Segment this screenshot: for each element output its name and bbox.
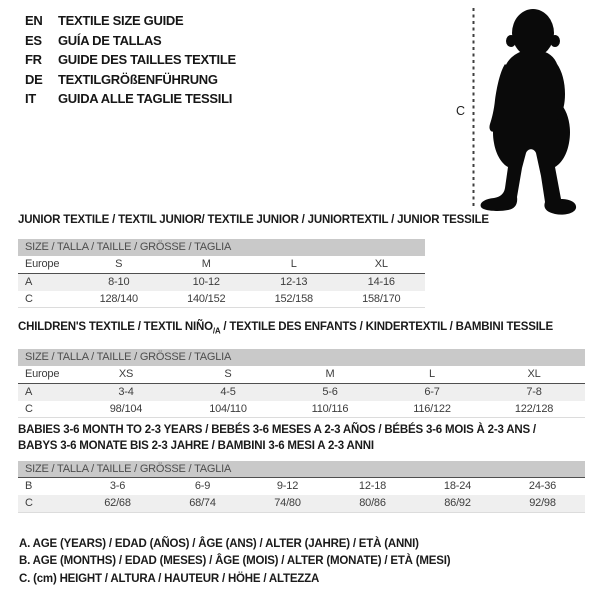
table-row	[18, 478, 585, 495]
language-title: TEXTILE SIZE GUIDE	[58, 13, 184, 29]
table-cell: 62/68	[75, 495, 160, 512]
table-cell: 18-24	[443, 480, 472, 493]
table-cell: 110/116	[279, 401, 381, 418]
language-title: GUÍA DE TALLAS	[58, 32, 162, 48]
table-cell: 8-10	[75, 273, 163, 290]
baby-silhouette	[481, 9, 577, 215]
language-title: GUIDA ALLE TAGLIE TESSILI	[58, 91, 233, 107]
table-row	[18, 291, 425, 308]
table-row	[18, 273, 425, 290]
babies-size-header-bar: SIZE / TALLA / TAILLE / GRÖSSE / TAGLIA	[18, 461, 585, 478]
table-cell: 116/122	[381, 401, 483, 418]
babies-size-table	[18, 461, 585, 513]
legend-notes	[19, 538, 450, 590]
language-row-es	[25, 31, 236, 51]
note-height-cm: C. (cm) HEIGHT / ALTURA / HAUTEUR / HÖHE / ALTEZZA	[19, 572, 320, 585]
table-cell: 86/92	[415, 495, 500, 512]
language-code: IT	[25, 91, 36, 107]
language-row-fr	[25, 50, 236, 70]
children-title-text: CHILDREN'S TEXTILE / TEXTIL NIÑO	[18, 321, 213, 333]
table-cell: 6-9	[194, 480, 211, 493]
height-measure-label: C	[456, 104, 466, 118]
table-cell: 140/152	[163, 291, 251, 308]
table-cell: 98/104	[75, 401, 177, 418]
children-section-title	[18, 319, 553, 339]
table-cell: 128/140	[75, 291, 163, 308]
note-age-years: A. AGE (YEARS) / EDAD (AÑOS) / ÂGE (ANS) / ALTER (JAHRE) / ETÀ (ANNI)	[19, 538, 419, 550]
table-cell: 5-6	[279, 383, 381, 400]
table-row	[18, 401, 585, 418]
table-cell: 122/128	[483, 401, 585, 418]
babies-title-line2: BABYS 3-6 MONATE BIS 2-3 JAHRE / BAMBINI 3-6 MESI A 2-3 ANNI	[18, 440, 374, 452]
table-row	[18, 383, 585, 400]
language-code: EN	[25, 13, 43, 29]
table-cell: M	[163, 256, 251, 273]
table-cell: S	[177, 366, 279, 383]
junior-section-title: JUNIOR TEXTILE / TEXTIL JUNIOR/ TEXTILE JUNIOR / JUNIORTEXTIL / JUNIOR TESSILE	[18, 214, 489, 226]
table-row	[18, 495, 585, 512]
table-cell: 24-36	[528, 480, 557, 493]
language-title-list	[25, 11, 236, 109]
table-cell: 92/98	[500, 495, 585, 512]
row-label: A	[18, 273, 75, 290]
table-row	[18, 366, 585, 383]
table-cell: L	[250, 256, 338, 273]
table-cell: 3-4	[75, 383, 177, 400]
children-title-subscript: /A	[212, 326, 221, 336]
children-size-header-bar: SIZE / TALLA / TAILLE / GRÖSSE / TAGLIA	[18, 349, 585, 366]
table-cell: XL	[338, 256, 426, 273]
table-cell: 80/86	[330, 495, 415, 512]
babies-section-title	[18, 422, 536, 454]
table-cell: 14-16	[338, 273, 426, 290]
table-row	[18, 256, 425, 273]
children-title-text: / TEXTILE DES ENFANTS / KINDERTEXTIL / BAMBINI TESSILE	[220, 321, 553, 333]
table-cell: 152/158	[250, 291, 338, 308]
language-row-it	[25, 89, 236, 109]
row-label: C	[18, 495, 75, 512]
language-row-de	[25, 70, 236, 90]
table-cell: M	[279, 366, 381, 383]
language-code: DE	[25, 71, 43, 87]
row-label: C	[18, 401, 75, 418]
row-label: B	[25, 480, 33, 493]
table-cell: 158/170	[338, 291, 426, 308]
table-cell: 7-8	[483, 383, 585, 400]
row-label: Europe	[18, 256, 75, 273]
table-cell: 104/110	[177, 401, 279, 418]
table-cell: 74/80	[245, 495, 330, 512]
table-cell: L	[381, 366, 483, 383]
junior-size-header-bar: SIZE / TALLA / TAILLE / GRÖSSE / TAGLIA	[18, 239, 425, 256]
table-cell: 12-13	[250, 273, 338, 290]
table-cell: S	[75, 256, 163, 273]
children-size-table	[18, 349, 585, 418]
table-cell: 9-12	[276, 480, 299, 493]
language-code: ES	[25, 32, 42, 48]
table-cell: 12-18	[358, 480, 387, 493]
language-title: TEXTILGRÖßENFÜHRUNG	[58, 71, 218, 87]
language-code: FR	[25, 52, 42, 68]
row-label: Europe	[18, 366, 75, 383]
table-cell: 10-12	[163, 273, 251, 290]
table-cell: 4-5	[177, 383, 279, 400]
junior-size-table	[18, 239, 425, 308]
table-cell: 68/74	[160, 495, 245, 512]
row-label: A	[18, 383, 75, 400]
table-cell: XS	[75, 366, 177, 383]
table-cell: 3-6	[109, 480, 126, 493]
note-age-months: B. AGE (MONTHS) / EDAD (MESES) / ÂGE (MOIS) / ALTER (MONATE) / ETÀ (MESI)	[19, 555, 451, 568]
language-title: GUIDE DES TAILLES TEXTILE	[58, 52, 236, 68]
baby-silhouette-figure	[445, 0, 600, 235]
row-label: C	[18, 291, 75, 308]
table-cell: XL	[483, 366, 585, 383]
table-cell: 6-7	[381, 383, 483, 400]
language-row-en	[25, 11, 236, 31]
babies-title-line1: BABIES 3-6 MONTH TO 2-3 YEARS / BEBÉS 3-6 MESES A 2-3 AÑOS / BÉBÉS 3-6 MOIS À 2-3 ANS /	[18, 424, 536, 436]
